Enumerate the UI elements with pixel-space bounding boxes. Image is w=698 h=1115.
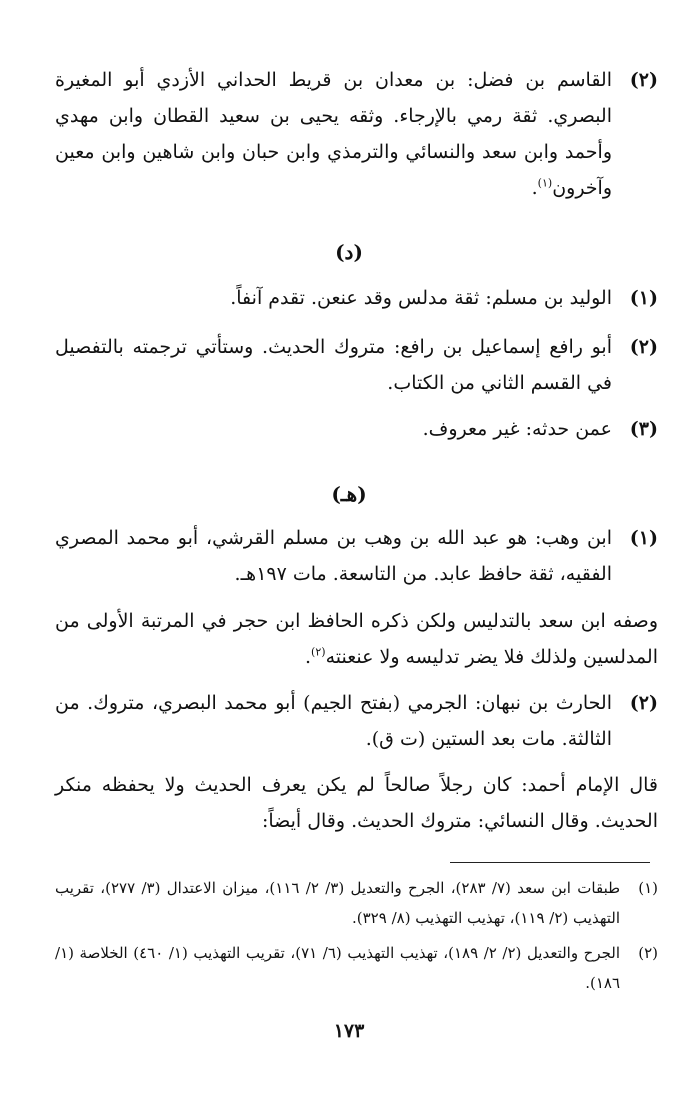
paragraph-ahmad: قال الإمام أحمد: كان رجلاً صالحاً لم يكن يعرف الحديث ولا يحفظه منكر الحديث. وقال النسائي: متروك الحديث. وقال أيضاً: bbox=[55, 774, 658, 832]
entry-text-end: . bbox=[531, 177, 538, 199]
entry-abu-rafi bbox=[55, 329, 658, 401]
entry-text bbox=[55, 62, 612, 206]
entry-ibn-wahb bbox=[55, 520, 658, 592]
entry-text-body: القاسم بن فضل: بن معدان بن قريط الحداني الأزدي أبو المغيرة البصري. ثقة رمي بالإرجاء. وثقه يحيى بن سعيد القطان وابن مهدي وأحمد وابن سعد والنسائي والترمذي وابن حبان وابن شاهين وابن معين وآخرون bbox=[55, 69, 612, 199]
entry-text: أبو رافع إسماعيل بن رافع: متروك الحديث. وستأتي ترجمته بالتفصيل في القسم الثاني من الكتاب. bbox=[55, 336, 612, 394]
entry-text: ابن وهب: هو عبد الله بن وهب بن مسلم القرشي، أبو محمد المصري الفقيه، ثقة حافظ عابد. من التاسعة. مات ١٩٧هـ. bbox=[55, 527, 612, 585]
paragraph-ibn-saad bbox=[55, 603, 658, 675]
section-heading-d: (د) bbox=[335, 240, 363, 264]
footnote-number: (١) bbox=[638, 879, 658, 897]
footnote-text: طبقات ابن سعد (٧/ ٢٨٣)، الجرح والتعديل (٣/ ٢/ ١١٦)، ميزان الاعتدال (٣/ ٢٧٧)، تقريب التهذيب (٢/ ١١٩)، تهذيب التهذيب (٨/ ٣٢٩). bbox=[55, 879, 621, 927]
entry-text: الحارث بن نبهان: الجرمي (بفتح الجيم) أبو محمد البصري، متروك. من الثالثة. مات بعد الستين (ت ق). bbox=[55, 692, 612, 750]
entry-number: (١) bbox=[629, 527, 658, 549]
section-heading-h: (هـ) bbox=[331, 482, 367, 506]
footnote-text: الجرح والتعديل (٢/ ٢/ ١٨٩)، تهذيب التهذيب (٦/ ٧١)، تقريب التهذيب (١/ ٤٦٠) الخلاصة (١/ ١٨٦). bbox=[55, 944, 621, 992]
footnote-number: (٢) bbox=[638, 944, 658, 962]
entry-number: (٢) bbox=[629, 69, 658, 91]
entry-text: الوليد بن مسلم: ثقة مدلس وقد عنعن. تقدم آنفاً. bbox=[230, 287, 612, 309]
footnote-2 bbox=[55, 938, 658, 998]
paragraph-text: وصفه ابن سعد بالتدليس ولكن ذكره الحافظ ابن حجر في المرتبة الأولى من المدلسين ولذلك فلا يضر تدليسه ولا عنعنته bbox=[55, 610, 658, 668]
paragraph-end: . bbox=[305, 646, 312, 668]
footnote-divider bbox=[450, 862, 650, 863]
entry-number: (١) bbox=[629, 287, 658, 309]
entry-number: (٢) bbox=[629, 336, 658, 358]
page-number: ١٧٣ bbox=[333, 1020, 365, 1042]
entry-amman-haddathahu bbox=[55, 411, 658, 447]
footnote-1 bbox=[55, 873, 658, 933]
entry-number: (٣) bbox=[629, 418, 658, 440]
footnote-ref: (١) bbox=[537, 176, 553, 190]
footnote-ref: (٢) bbox=[311, 645, 326, 659]
entry-number: (٢) bbox=[629, 692, 658, 714]
entry-harith bbox=[55, 685, 658, 757]
entry-text: عمن حدثه: غير معروف. bbox=[422, 418, 612, 440]
entry-qasim bbox=[55, 62, 658, 206]
entry-walid bbox=[55, 280, 658, 316]
